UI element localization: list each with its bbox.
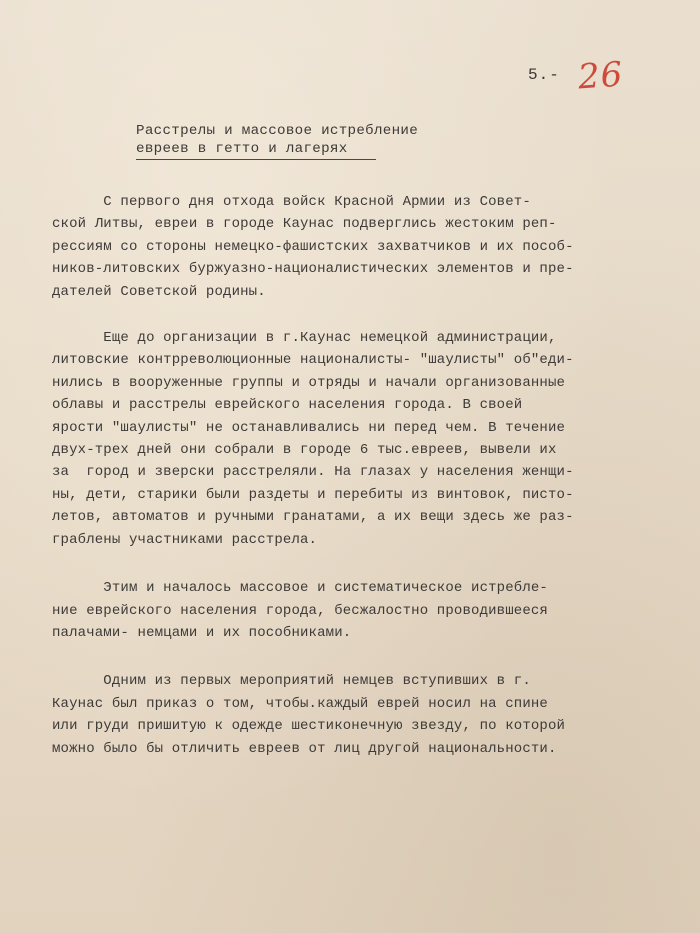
text-line: палачами- немцами и их пособниками. [52, 624, 352, 641]
text-line: Еще до организации в г.Каунас немецкой администрации, [52, 330, 557, 347]
paragraph-2 [52, 327, 692, 551]
text-line: облавы и расстрелы еврейского населения города. В своей [52, 397, 523, 414]
text-line: за город и зверски расстреляли. На глазах у населения женщи- [52, 464, 574, 481]
text-line: литовские контрреволюционные националисты- "шаулисты" об"еди- [52, 352, 574, 369]
section-heading [136, 122, 556, 160]
text-line: ярости "шаулисты" не останавливались ни перед чем. В течение [52, 419, 566, 436]
text-line: можно было бы отличить евреев от лиц другой национальности. [52, 740, 557, 757]
handwritten-folio-number: 26 [576, 54, 625, 98]
typed-page-number: 5.- [528, 66, 560, 84]
text-line: граблены участниками расстрела. [52, 531, 318, 548]
text-line: Этим и началось массовое и систематическое истребле- [52, 580, 548, 597]
text-line: рессиям со стороны немецко-фашистских захватчиков и их пособ- [52, 238, 574, 255]
text-line: летов, автоматов и ручными гранатами, а их вещи здесь же раз- [52, 509, 574, 526]
text-line: ние еврейского населения города, бесжалостно проводившееся [52, 602, 548, 619]
heading-line-1: Расстрелы и массовое истребление [136, 123, 419, 139]
text-line: ны, дети, старики были раздеты и перебиты из винтовок, писто- [52, 486, 574, 503]
text-line: С первого дня отхода войск Красной Армии из Совет- [52, 194, 531, 210]
text-line: или груди пришитую к одежде шестиконечную звезду, по которой [52, 718, 566, 735]
text-line: дателей Советской родины. [52, 283, 266, 300]
heading-line-2: евреев в гетто и лагерях [136, 140, 376, 160]
paragraph-3 [52, 577, 692, 644]
text-line: Одним из первых мероприятий немцев вступивших в г. [52, 673, 531, 690]
paragraph-4 [52, 670, 692, 760]
body-text [52, 191, 692, 782]
text-line: нились в вооруженные группы и отряды и начали организованные [52, 374, 566, 391]
paragraph-1 [52, 191, 692, 303]
text-line: ской Литвы, евреи в городе Каунас подверглись жестоким реп- [52, 216, 557, 233]
text-line: двух-трех дней они собрали в городе 6 тыс.евреев, вывели их [52, 442, 557, 459]
text-line: Каунас был приказ о том, чтобы.каждый еврей носил на спине [52, 695, 548, 712]
text-line: ников-литовских буржуазно-националистических элементов и пре- [52, 261, 574, 278]
